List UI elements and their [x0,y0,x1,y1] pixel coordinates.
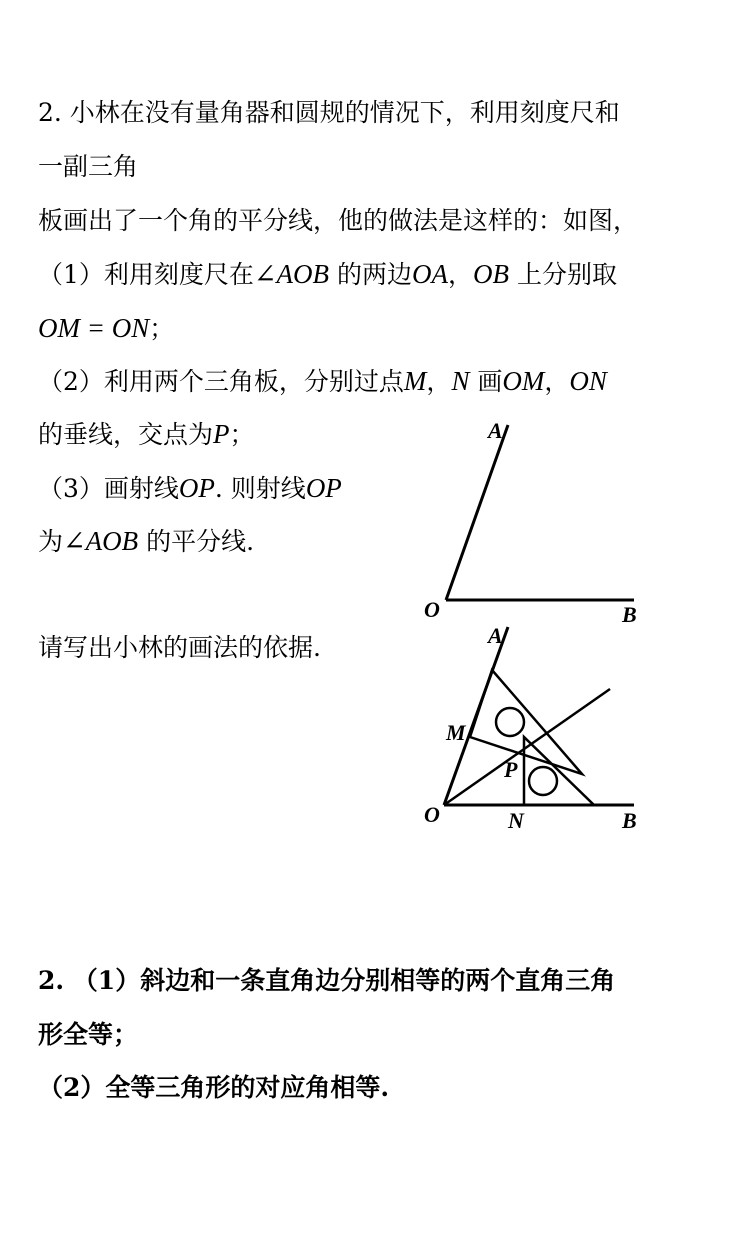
ruler-2-hole [529,767,557,795]
label-o-2: O [424,802,440,827]
problem-line-3: 板画出了一个角的平分线，他的做法是这样的：如图， [38,206,639,235]
label-o: O [424,597,440,622]
problem-line-1: 2. 小林在没有量角器和圆规的情况下，利用刻度尺和 [38,98,620,127]
label-b: B [622,602,637,627]
step-2-line-1: （2）利用两个三角板，分别过点M，N 画OM，ON [38,366,607,396]
label-n: N [508,808,524,833]
answer-line-1: 2. （1）斜边和一条直角边分别相等的两个直角三角 [38,966,616,995]
step-3-line-2: 为∠AOB 的平分线. [38,526,255,556]
label-a: A [488,418,503,443]
problem-line-2: 一副三角 [38,152,139,181]
answer-line-3: （2）全等三角形的对应角相等. [38,1073,390,1102]
ruler-1-hole [496,708,524,736]
answer-line-2: 形全等； [38,1020,139,1049]
question-text: 请写出小林的画法的依据. [38,633,321,662]
label-a-2: A [488,623,503,648]
label-m: M [446,720,466,745]
ray-op [444,689,610,805]
step-2-line-2: 的垂线，交点为P； [38,419,255,449]
step-3-line-1: （3）画射线OP. 则射线OP [38,473,342,503]
step-1-line-2: OM = ON； [38,313,175,343]
label-p: P [504,757,518,782]
step-1-line-1: （1）利用刻度尺在∠AOB 的两边OA，OB 上分别取 [38,259,617,289]
triangle-ruler-1 [470,670,582,774]
label-b-2: B [622,808,637,833]
